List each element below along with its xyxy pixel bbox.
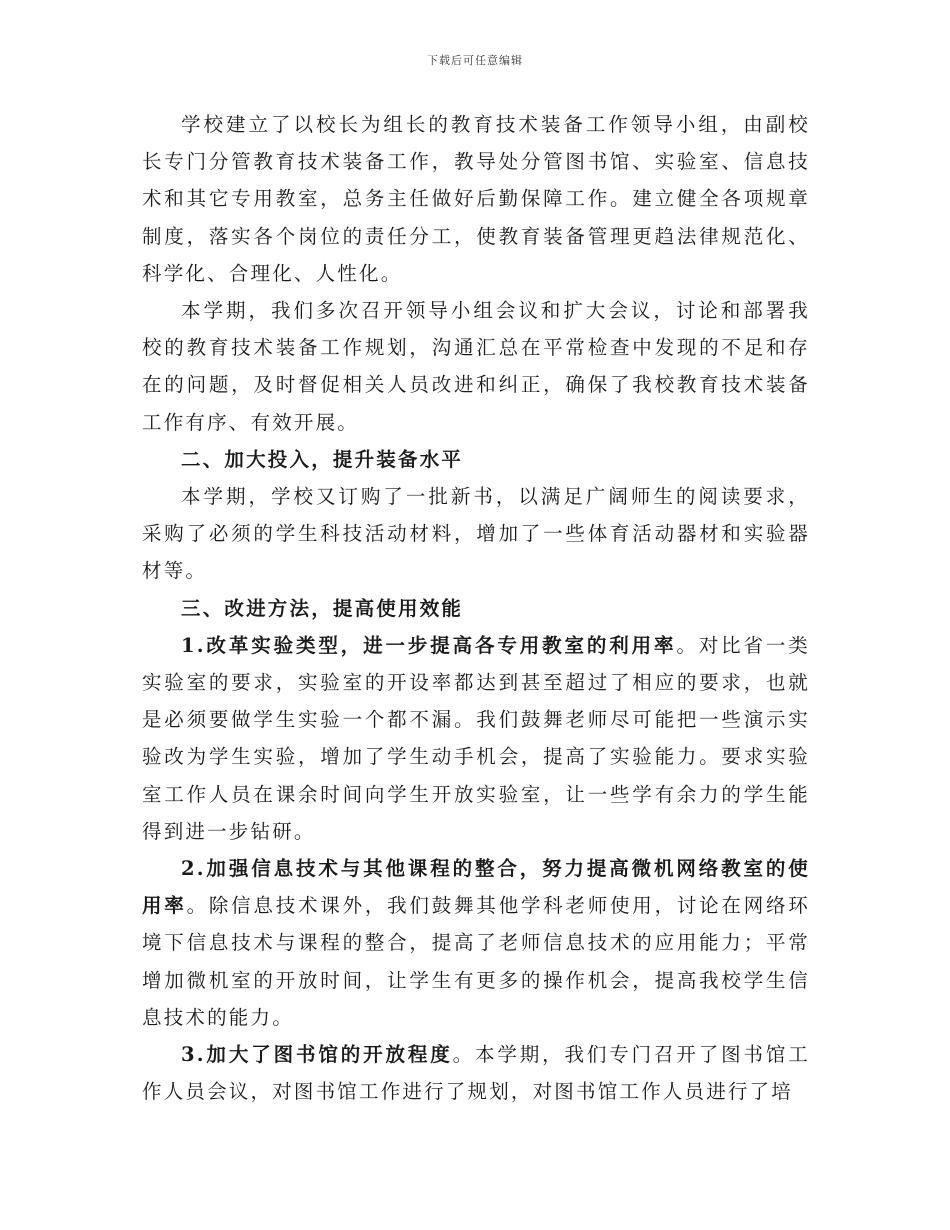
paragraph-library xyxy=(142,1036,810,1110)
body-library: 。本学期，我们专门召开了图书馆工作人员会议，对图书馆工作进行了规划，对图书馆工作人员进行了培 xyxy=(142,1043,810,1104)
paragraph-lab-reform xyxy=(142,627,810,850)
page-header: 下载后可任意编辑 xyxy=(427,54,523,67)
document-body xyxy=(142,106,810,1110)
body-lab-reform: 。对比省一类实验室的要求，实验室的开设率都达到甚至超过了相应的要求，也就是必须要做学生实验一个都不漏。我们鼓舞老师尽可能把一些演示实验改为学生实验，增加了学生动手机会，提高了实验能力。要求实验室工作人员在课余时间向学生开放实验室，让一些学有余力的学生能得到进一步钻研。 xyxy=(142,633,811,843)
paragraph-purchases: 本学期，学校又订购了一批新书，以满足广阔师生的阅读要求，采购了必须的学生科技活动材料，增加了一些体育活动器材和实验器材等。 xyxy=(142,485,810,583)
body-it-integration: 。除信息技术课外，我们鼓舞其他学科老师使用，讨论在网络环境下信息技术与课程的整合，提高了老师信息技术的应用能力；平常增加微机室的开放时间，让学生有更多的操作机会，提高我校学生信息技术的能力。 xyxy=(142,894,810,1029)
paragraph-leadership-group: 学校建立了以校长为组长的教育技术装备工作领导小组，由副校长专门分管教育技术装备工作，教导处分管图书馆、实验室、信息技术和其它专用教室，总务主任做好后勤保障工作。建立健全各项规章制度，落实各个岗位的责任分工，使教育装备管理更趋法律规范化、科学化、合理化、人性化。 xyxy=(142,113,810,285)
paragraph-it-integration xyxy=(142,850,810,1036)
section-heading-investment: 二、加大投入，提升装备水平 xyxy=(181,447,464,471)
section-heading-methods: 三、改进方法，提高使用效能 xyxy=(181,596,464,620)
paragraph-meetings: 本学期，我们多次召开领导小组会议和扩大会议，讨论和部署我校的教育技术装备工作规划，沟通汇总在平常检查中发现的不足和存在的问题，及时督促相关人员改进和纠正，确保了我校教育技术装备工作有序、有效开展。 xyxy=(142,299,810,434)
lead-it-integration: 2.加强信息技术与其他课程的整合，努力提高微机网络教室的使用率 xyxy=(142,857,810,918)
lead-library: 3.加大了图书馆的开放程度 xyxy=(181,1043,453,1067)
lead-lab-reform: 1.改革实验类型，进一步提高各专用教室的利用率 xyxy=(181,633,677,657)
